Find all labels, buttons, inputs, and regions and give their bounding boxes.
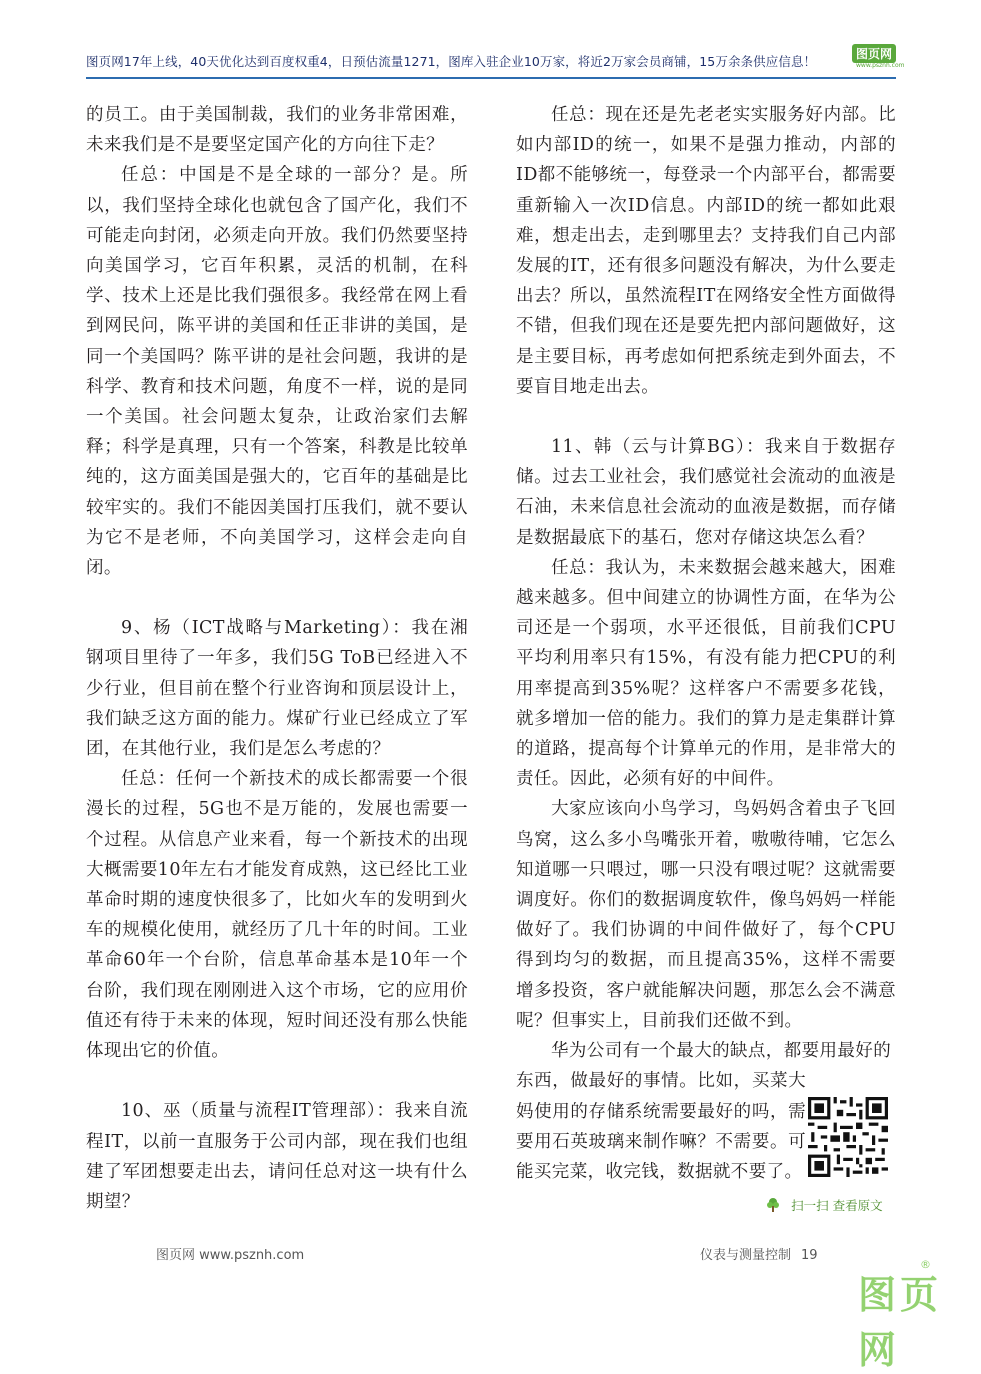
footer-site: 图页网 www.psznh.com (156, 1248, 305, 1263)
right-column (516, 100, 896, 1187)
scan-caption[interactable] (766, 1194, 883, 1214)
top-banner (0, 38, 981, 86)
question-11: 11、韩（云与计算BG）：我来自于数据存储。过去工业社会，我们感觉社会流动的血液是石油，未来信息社会流动的血液是数据，而存储是数据最底下的基石，您对存储这块怎么看？ (516, 437, 896, 548)
paragraph-huawei-2: 东西，做最好的事情。比如，买菜大妈使用的存储系统需要最好的吗，需要用石英玻璃来制作嘛？不需要。可能买完菜，收完钱，数据就不要了。 (516, 1071, 806, 1182)
site-logo[interactable]: 图页网 (852, 44, 896, 63)
question-10: 10、巫（质量与流程IT管理部）：我来自流程IT，以前一直服务于公司内部，现在我们也组建了军团想要走出去，请问任总对这一块有什么期望？ (86, 1101, 468, 1212)
paragraph-left-2: 任总：中国是不是全球的一部分？是。所以，我们坚持全球化也就包含了国产化，我们不可能走向封闭，必须走向开放。我们仍然要坚持向美国学习，它百年积累，灵活的机制，在科学、技术上还是比我们强很多。我经常在网上看到网民问，陈平讲的美国和任正非讲的美国，是同一个美国吗？陈平讲的是社会问题，我讲的是科学、教育和技术问题，角度不一样，说的是同一个美国。社会问题太复杂，让政治家们去解释；科学是真理，只有一个答案，科教是比较单纯的，这方面美国是强大的，它百年的基础是比较牢实的。我们不能因美国打压我们，就不要认为它不是老师，不向美国学习，这样会走向自闭。 (86, 165, 468, 579)
paragraph-bird: 大家应该向小鸟学习，鸟妈妈含着虫子飞回鸟窝，这么多小鸟嘴张开着，嗷嗷待哺，它怎么知道哪一只喂过，哪一只没有喂过呢？这就需要调度好。你们的数据调度软件，像鸟妈妈一样能做好了。我们协调的中间件做好了，每个CPU得到均匀的数据，而且提高35%，这样不需要增多投资，客户就能解决问题，那怎么会不满意呢？但事实上，目前我们还做不到。 (516, 799, 896, 1031)
scan-label: 扫一扫 查看原文 (791, 1197, 883, 1213)
qr-code[interactable] (808, 1097, 900, 1177)
answer-9: 任总：任何一个新技术的成长都需要一个很漫长的过程，5G也不是万能的，发展也需要一个过程。从信息产业来看，每一个新技术的出现大概需要10年左右才能发育成熟，这已经比工业革命时期的速度快很多了，比如火车的发明到火车的规模化使用，就经历了几十年的时间。工业革命60年一个台阶，信息革命基本是10年一个台阶，我们现在刚刚进入这个市场，它的应用价值还有待于未来的体现，短时间还没有那么快能体现出它的价值。 (86, 769, 468, 1062)
header-rule (86, 77, 896, 79)
watermark-logo: 图页网 (858, 1273, 943, 1372)
paragraph-left-1: 的员工。由于美国制裁，我们的业务非常困难，未来我们是不是要坚定国产化的方向往下走？ (86, 105, 468, 156)
site-logo-url: www.psznh.com (856, 62, 905, 69)
footer-journal (700, 1244, 818, 1263)
banner-text: 图页网17年上线，40天优化达到百度权重4，日预估流量1271，图库入驻企业10万家，将近2万家会员商铺，15万余条供应信息！ (86, 54, 817, 69)
tree-logo-icon (766, 1197, 780, 1213)
answer-11: 任总：我认为，未来数据会越来越大，困难越来越多。但中间建立的协调性方面，在华为公司还是一个弱项，水平还很低，目前我们CPU平均利用率只有15%，有没有能力把CPU的利用率提高到35%呢？这样客户不需要多花钱，就多增加一倍的能力。我们的算力是走集群计算的道路，提高每个计算单元的作用，是非常大的责任。因此，必须有好的中间件。 (516, 557, 896, 790)
qr-code-icon (808, 1097, 888, 1177)
paragraph-huawei-1: 华为公司有一个最大的缺点，都要用最好的 (551, 1041, 892, 1062)
left-column (86, 100, 468, 1217)
watermark-registered-mark: ® (920, 1258, 931, 1271)
answer-10: 任总：现在还是先老老实实服务好内部。比如内部ID的统一，如果不是强力推动，内部的ID都不能够统一，每登录一个内部平台，都需要重新输入一次ID信息。内部ID的统一都如此艰难，想走出去，走到哪里去？支持我们自己内部发展的IT，还有很多问题没有解决，为什么要走出去？所以，虽然流程IT在网络安全性方面做得不错，但我们现在还是要先把内部问题做好，这是主要目标，再考虑如何把系统走到外面去，不要盲目地走出去。 (516, 105, 896, 397)
question-9: 9、杨（ICT战略与Marketing）：我在湘钢项目里待了一年多，我们5G ToB已经进入不少行业，但目前在整个行业咨询和顶层设计上，我们缺乏这方面的能力。煤矿行业已经成立了军团，在其他行业，我们是怎么考虑的？ (86, 618, 468, 760)
journal-title: 仪表与测量控制 (700, 1248, 792, 1263)
page-number: 19 (801, 1248, 818, 1263)
